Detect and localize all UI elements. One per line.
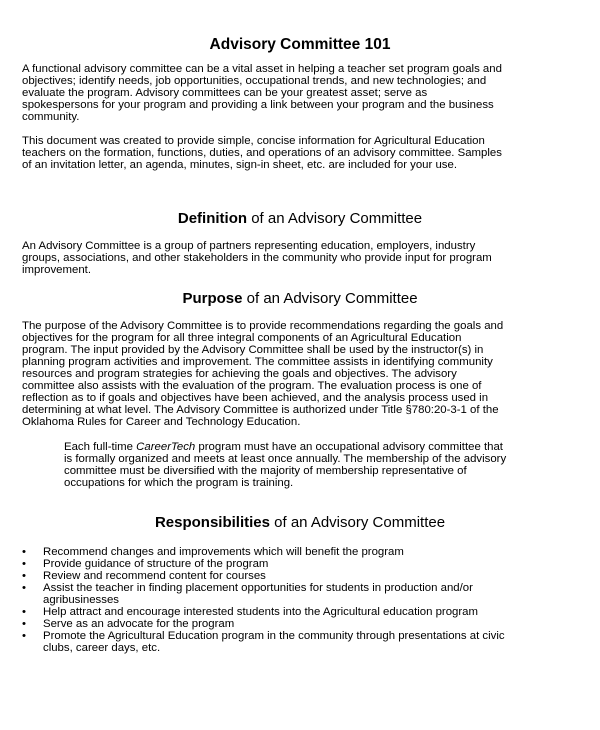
bullet-icon: • [22, 618, 26, 630]
list-item [22, 570, 587, 582]
definition-paragraph: An Advisory Committee is a group of partners representing education, employers, industry groups, associations, and other stakeholders in the community who provide input for program improvement. [22, 240, 492, 276]
purpose-paragraph: The purpose of the Advisory Committee is to provide recommendations regarding the goals and objectives for the program for all three integral components of an Agricultural Education program. The input provided by the Advisory Committee shall be used by the instructor(s) in planning program activities and improvement. The committee assists in identifying community resources and program strategies for achieving the goals and objectives. The advisory committee also assists with the evaluation of the program. The evaluation process is one of reflection as to if goals and objectives have been achieved, and the analysis process used in determining at what level. The Advisory Committee is authorized under Title §780:20-3-1 of the Oklahoma Rules for Career and Technology Education. [22, 320, 504, 428]
bullet-icon: • [22, 606, 26, 618]
responsibilities-heading [0, 514, 600, 531]
list-item [22, 630, 587, 654]
list-item [22, 546, 587, 558]
list-item-text: Provide guidance of structure of the program [43, 558, 269, 570]
document-title: Advisory Committee 101 [209, 36, 391, 53]
indent-text-before: Each full-time [64, 441, 137, 453]
list-item-text: Recommend changes and improvements which will benefit the program [43, 546, 404, 558]
purpose-indented-paragraph [64, 441, 584, 489]
list-item-text: Serve as an advocate for the program [43, 618, 235, 630]
definition-heading-rest: of an Advisory Committee [247, 210, 423, 227]
indent-text-italic: CareerTech [136, 441, 196, 453]
list-item-text: Assist the teacher in finding placement opportunities for students in production and/or agribusinesses [43, 582, 473, 606]
bullet-icon: • [22, 630, 26, 642]
bullet-icon: • [22, 558, 26, 570]
bullet-icon: • [22, 570, 26, 582]
list-item-text: Help attract and encourage interested students into the Agricultural education program [43, 606, 479, 618]
list-item [22, 618, 587, 630]
purpose-heading-bold: Purpose [182, 290, 243, 307]
list-item [22, 558, 587, 570]
intro-paragraph-2: This document was created to provide simple, concise information for Agricultural Education teachers on the formation, functions, duties, and operations of an advisory committee. Samples of an invitation letter, an agenda, minutes, sign-in sheet, etc. are included for your use. [22, 135, 502, 171]
list-item-text: Promote the Agricultural Education program in the community through presentations at civic clubs, career days, etc. [43, 630, 505, 654]
intro-paragraph-1: A functional advisory committee can be a vital asset in helping a teacher set program goals and objectives; identify needs, job opportunities, occupational trends, and new technologies; and evaluate the program. Advisory committees can be your greatest asset; serve as spokespersons for your program and providing a link between your program and the business community. [22, 63, 502, 123]
list-item [22, 606, 587, 618]
purpose-heading [0, 290, 600, 307]
definition-heading [0, 210, 600, 227]
bullet-icon: • [22, 546, 26, 558]
definition-heading-bold: Definition [177, 210, 248, 227]
indent-text-after: program must have an occupational advisory committee that is formally organized and meets at least once annually. The membership of the advisory committee must be diversified with the majority of membership representative of occupations for which the program is training. [64, 441, 507, 489]
list-item [22, 582, 587, 606]
bullet-icon: • [22, 582, 26, 594]
responsibilities-heading-bold: Responsibilities [154, 514, 270, 531]
list-item-text: Review and recommend content for courses [43, 570, 266, 582]
purpose-heading-rest: of an Advisory Committee [242, 290, 418, 307]
responsibilities-heading-rest: of an Advisory Committee [269, 514, 446, 531]
responsibilities-list [22, 546, 587, 654]
